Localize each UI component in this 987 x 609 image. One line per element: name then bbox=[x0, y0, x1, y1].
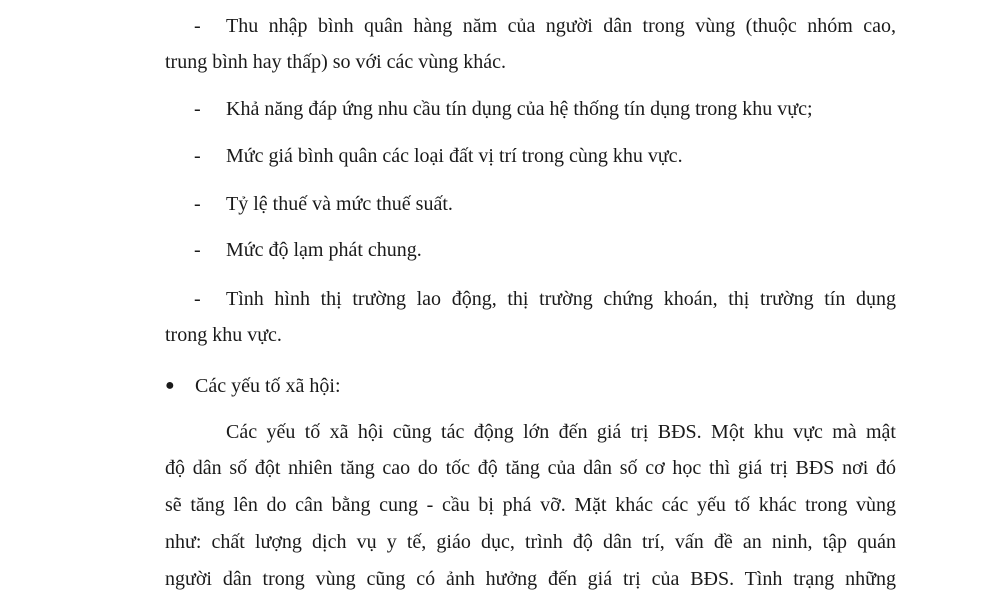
list-item-continuation: trong khu vực. bbox=[165, 324, 282, 346]
list-item-text: Tỷ lệ thuế và mức thuế suất. bbox=[226, 193, 453, 215]
list-item bbox=[165, 8, 896, 80]
list-item-text: Thu nhập bình quân hàng năm của người dân trong vùng (thuộc nhóm cao, bbox=[226, 15, 896, 37]
paragraph-line: người dân trong vùng cũng có ảnh hưởng đến giá trị của BĐS. Tình trạng những bbox=[165, 568, 896, 590]
list-item bbox=[165, 186, 896, 222]
paragraph-line: sẽ tăng lên do cân bằng cung - cầu bị phá vỡ. Mặt khác các yếu tố khác trong vùng bbox=[165, 494, 896, 516]
list-item bbox=[165, 281, 896, 353]
list-item bbox=[165, 91, 896, 127]
list-item-text: Tình hình thị trường lao động, thị trường chứng khoán, thị trường tín dụng bbox=[226, 288, 896, 310]
body-paragraph bbox=[165, 414, 896, 598]
dash-marker: - bbox=[194, 145, 201, 167]
list-item-text: Khả năng đáp ứng nhu cầu tín dụng của hệ thống tín dụng trong khu vực; bbox=[226, 98, 813, 120]
dash-marker: - bbox=[194, 288, 201, 310]
list-item-text: Mức giá bình quân các loại đất vị trí trong cùng khu vực. bbox=[226, 145, 683, 167]
paragraph-line: Các yếu tố xã hội cũng tác động lớn đến giá trị BĐS. Một khu vực mà mật bbox=[226, 421, 896, 443]
dash-marker: - bbox=[194, 239, 201, 261]
bullet-icon: ● bbox=[165, 377, 175, 394]
list-item bbox=[165, 138, 896, 174]
dash-marker: - bbox=[194, 193, 201, 215]
list-item-continuation: trung bình hay thấp) so với các vùng khác. bbox=[165, 51, 507, 73]
list-item bbox=[165, 232, 896, 268]
section-heading bbox=[165, 368, 896, 404]
section-heading-text: Các yếu tố xã hội: bbox=[195, 375, 341, 397]
dash-marker: - bbox=[194, 15, 201, 37]
paragraph-line: như: chất lượng dịch vụ y tế, giáo dục, trình độ dân trí, vấn đề an ninh, tập quán bbox=[165, 531, 896, 553]
dash-marker: - bbox=[194, 98, 201, 120]
list-item-text: Mức độ lạm phát chung. bbox=[226, 239, 422, 261]
paragraph-line: độ dân số đột nhiên tăng cao do tốc độ tăng của dân số cơ học thì giá trị BĐS nơi đó bbox=[165, 457, 896, 479]
